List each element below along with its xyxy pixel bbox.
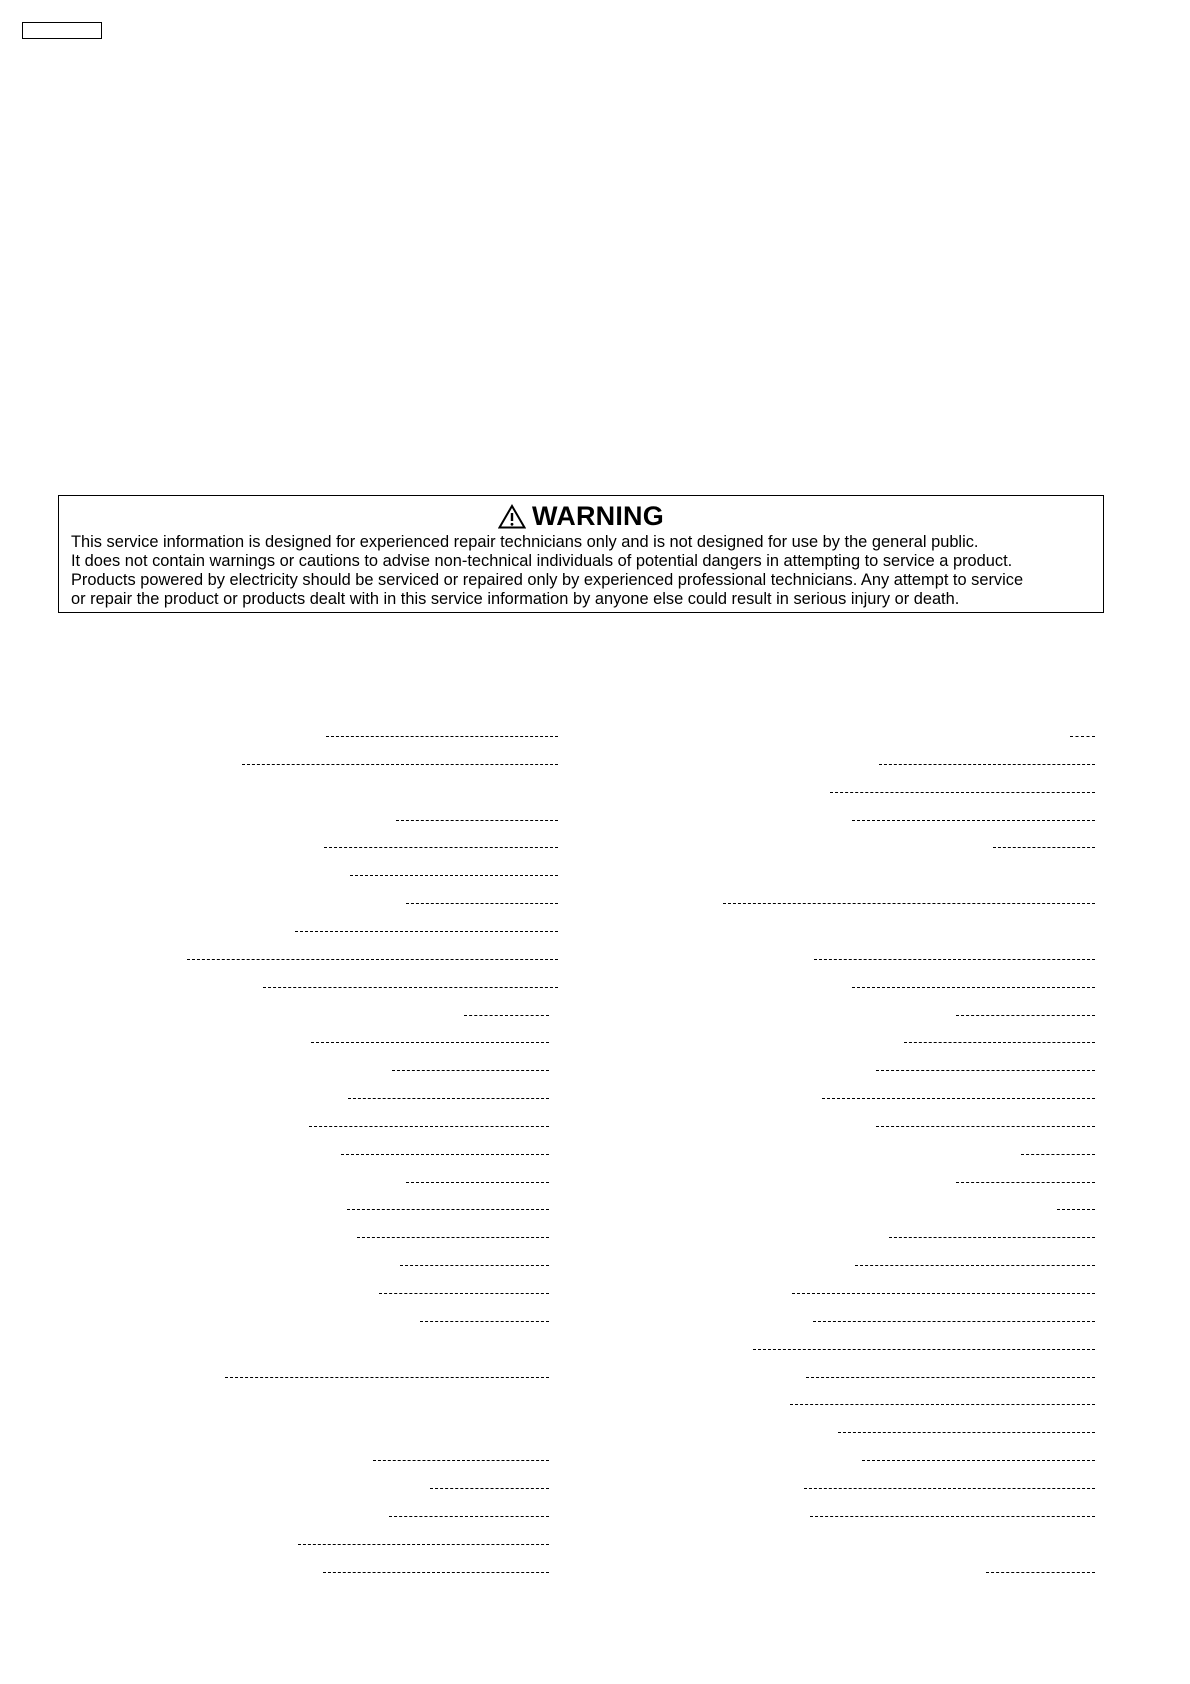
warning-line: It does not contain warnings or cautions to advise non-technical individuals of potential dangers in attempting to service a product. xyxy=(71,552,1013,570)
toc-leader-left xyxy=(373,1460,549,1461)
toc-leader-left xyxy=(242,764,558,765)
toc-leader-right xyxy=(852,987,1095,988)
toc-leader-right xyxy=(810,1516,1095,1517)
toc-leader-left xyxy=(348,1098,549,1099)
toc-leader-right xyxy=(904,1042,1095,1043)
toc-leader-left xyxy=(225,1377,549,1378)
toc-leader-right xyxy=(993,847,1095,848)
toc-leader-right xyxy=(1021,1154,1095,1155)
toc-leader-right xyxy=(855,1265,1095,1266)
toc-leader-right xyxy=(876,1070,1095,1071)
toc-leader-left xyxy=(309,1126,549,1127)
toc-leader-right xyxy=(956,1015,1095,1016)
toc-leader-right xyxy=(986,1572,1095,1573)
toc-leader-left xyxy=(357,1237,549,1238)
toc-leader-right xyxy=(956,1182,1095,1183)
toc-leader-left xyxy=(347,1209,549,1210)
warning-heading xyxy=(71,500,1091,532)
toc-leader-right xyxy=(852,820,1095,821)
toc-leader-right xyxy=(830,792,1095,793)
warning-line: This service information is designed for experienced repair technicians only and is not designed for use by the general public. xyxy=(71,533,979,551)
toc-leader-right xyxy=(790,1404,1095,1405)
model-number-box xyxy=(22,22,102,39)
toc-leader-left xyxy=(324,847,558,848)
toc-leader-left xyxy=(406,1182,549,1183)
toc-leader-left xyxy=(187,959,558,960)
toc-leader-right xyxy=(889,1237,1095,1238)
toc-leader-left xyxy=(396,820,558,821)
toc-leader-right xyxy=(813,1321,1095,1322)
toc-leader-right xyxy=(879,764,1095,765)
toc-leader-right xyxy=(1057,1209,1095,1210)
warning-body xyxy=(71,533,1091,609)
warning-line: or repair the product or products dealt with in this service information by anyone else could result in serious injury or death. xyxy=(71,590,960,608)
warning-title: WARNING xyxy=(532,501,664,531)
toc-leader-right xyxy=(753,1349,1095,1350)
toc-leader-right xyxy=(822,1098,1095,1099)
toc-leader-left xyxy=(430,1488,549,1489)
toc-leader-right xyxy=(723,903,1095,904)
toc-leader-left xyxy=(389,1516,549,1517)
toc-leader-left xyxy=(298,1544,549,1545)
toc-leader-right xyxy=(876,1126,1095,1127)
warning-box xyxy=(58,495,1104,613)
toc-leader-right xyxy=(814,959,1095,960)
toc-leader-left xyxy=(311,1042,549,1043)
toc-leader-right xyxy=(838,1432,1095,1433)
toc-leader-right xyxy=(862,1460,1095,1461)
toc-leader-left xyxy=(464,1015,549,1016)
toc-leader-left xyxy=(400,1265,549,1266)
toc-leader-right xyxy=(806,1377,1095,1378)
toc-leader-right xyxy=(792,1293,1095,1294)
warning-triangle-icon xyxy=(498,504,526,529)
toc-leader-left xyxy=(350,875,558,876)
toc-leader-left xyxy=(341,1154,549,1155)
toc-leader-left xyxy=(406,903,558,904)
toc-leader-right xyxy=(804,1488,1095,1489)
toc-leader-left xyxy=(379,1293,549,1294)
warning-line: Products powered by electricity should be serviced or repaired only by experienced professional technicians. Any attempt to service xyxy=(71,571,1024,589)
toc-leader-left xyxy=(326,736,558,737)
toc-leader-right xyxy=(1070,736,1095,737)
toc-leader-left xyxy=(420,1321,549,1322)
toc-leader-left xyxy=(323,1572,549,1573)
toc-leader-left xyxy=(295,931,558,932)
toc-leader-left xyxy=(392,1070,549,1071)
toc-leader-left xyxy=(263,987,558,988)
